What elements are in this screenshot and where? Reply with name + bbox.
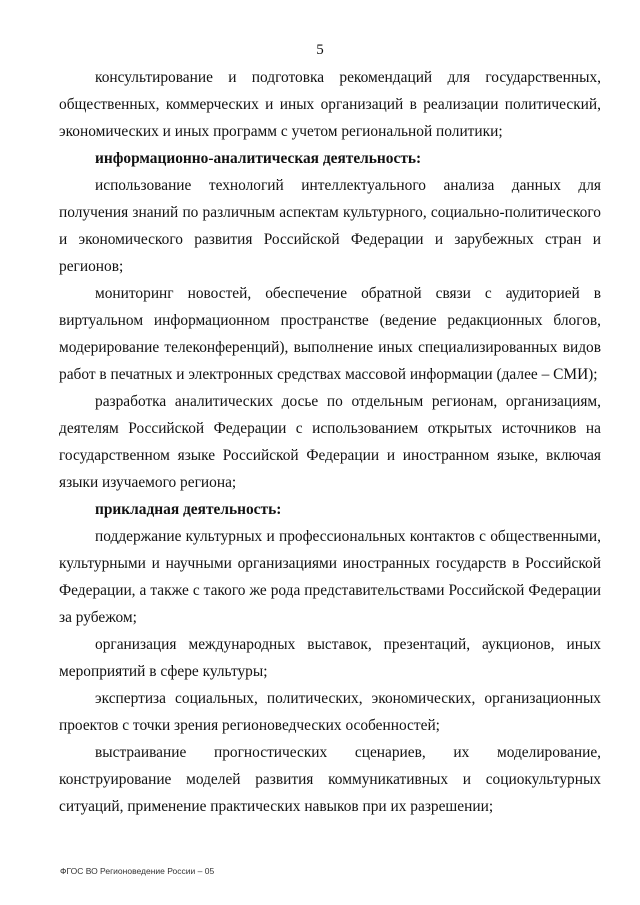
paragraph: экспертиза социальных, политических, экономических, организационных проектов с точки зрения регионоведческих особенностей; bbox=[59, 690, 601, 734]
page-number: 5 bbox=[316, 42, 324, 58]
document-body bbox=[59, 64, 601, 820]
section-heading: информационно-аналитическая деятельность: bbox=[95, 150, 422, 167]
paragraph: поддержание культурных и профессиональных контактов с общественными, культурными и научными организациями иностранных государств в Российской Федерации, а также с такого же рода представительствами Российской Федерации за рубежом; bbox=[59, 528, 601, 626]
page-footer: ФГОС ВО Регионоведение России – 05 bbox=[60, 866, 215, 876]
paragraph: мониторинг новостей, обеспечение обратной связи с аудиторией в виртуальном информационном пространстве (ведение редакционных блогов, модерирование телеконференций), выполнение иных специализированных видов работ в печатных и электронных средствах массовой информации (далее – СМИ); bbox=[59, 285, 601, 383]
paragraph: использование технологий интеллектуального анализа данных для получения знаний по различным аспектам культурного, социально-политического и экономического развития Российской Федерации и зарубежных стран и регионов; bbox=[59, 177, 601, 275]
paragraph: консультирование и подготовка рекомендаций для государственных, общественных, коммерческих и иных организаций в реализации политический, экономических и иных программ с учетом региональной политики; bbox=[59, 69, 601, 140]
section-heading: прикладная деятельность: bbox=[95, 501, 282, 518]
paragraph: организация международных выставок, презентаций, аукционов, иных мероприятий в сфере культуры; bbox=[59, 636, 601, 680]
paragraph: выстраивание прогностических сценариев, их моделирование, конструирование моделей развития коммуникативных и социокультурных ситуаций, применение практических навыков при их разрешении; bbox=[59, 744, 601, 815]
paragraph: разработка аналитических досье по отдельным регионам, организациям, деятелям Российской Федерации с использованием открытых источников на государственном языке Российской Федерации и иностранном языке, включая языки изучаемого региона; bbox=[59, 393, 601, 491]
